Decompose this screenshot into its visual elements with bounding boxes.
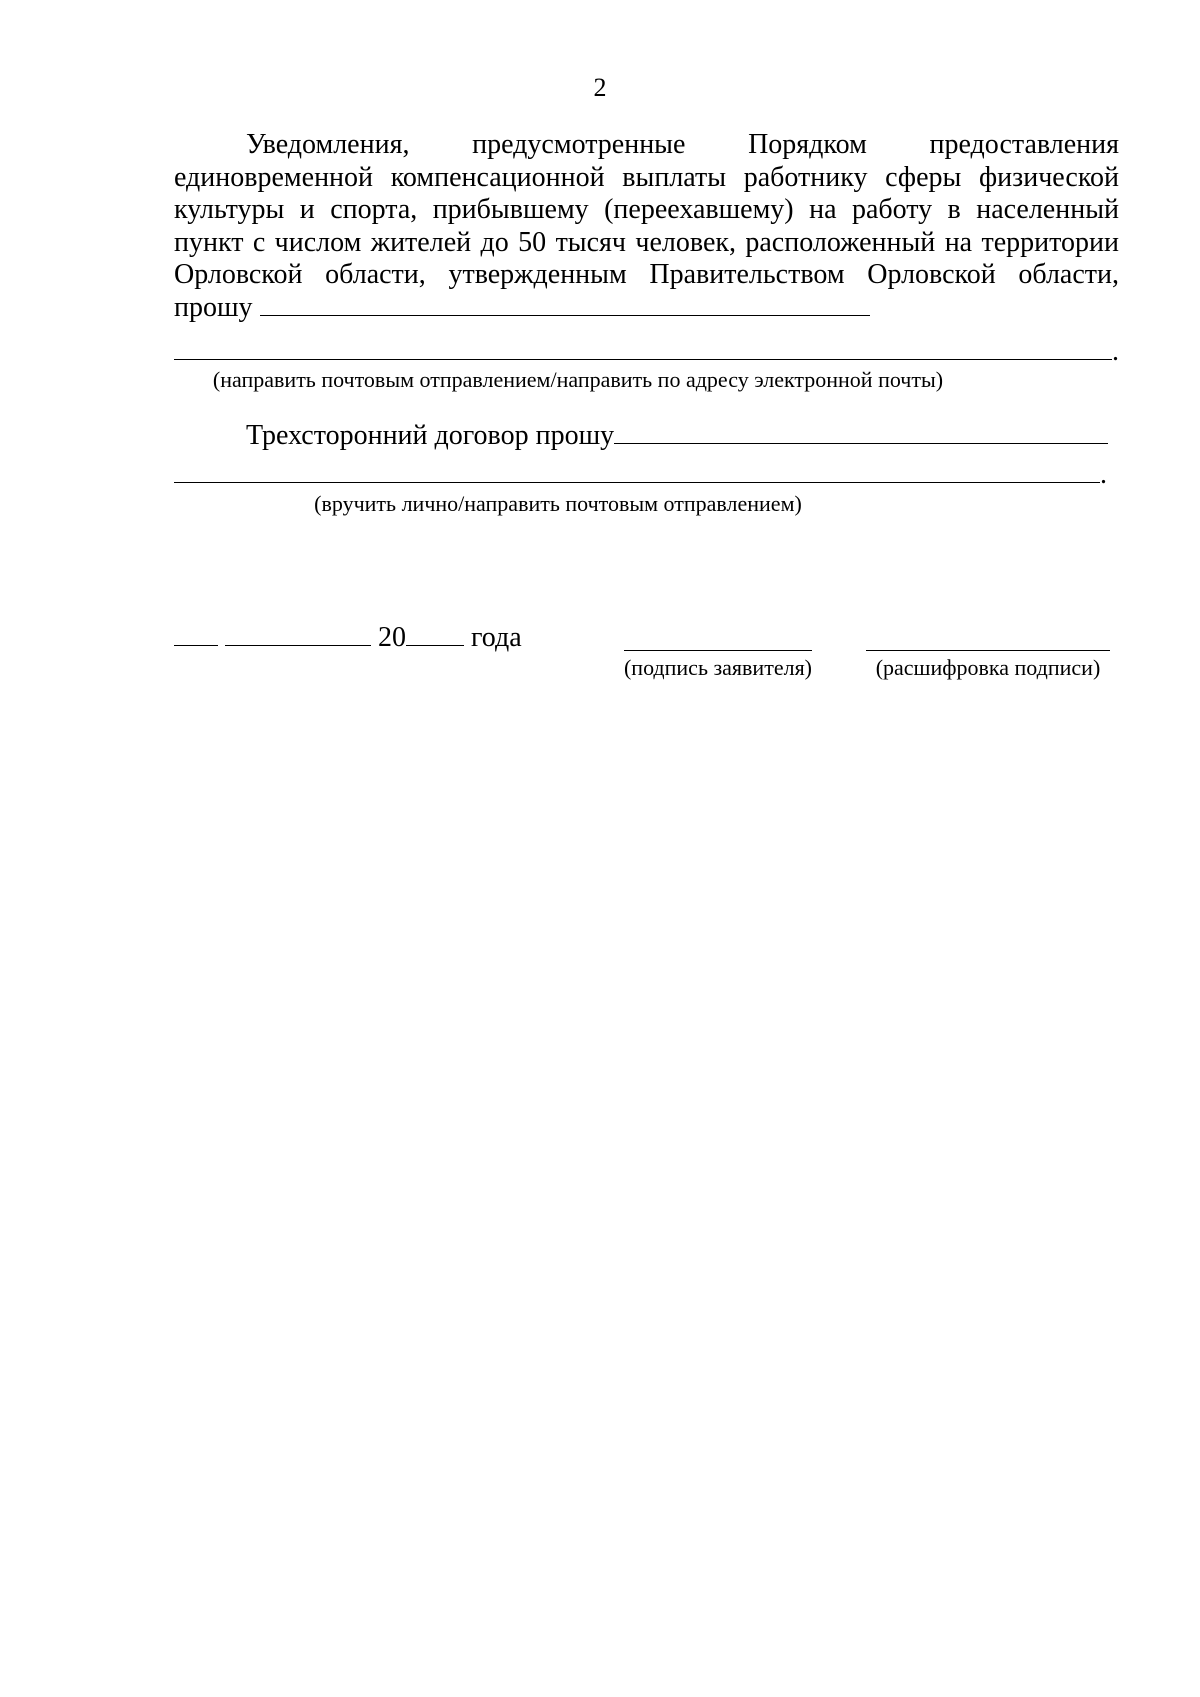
notification-method-continuation: [174, 336, 1119, 368]
contract-method-field-line2[interactable]: [174, 460, 1100, 483]
notification-method-field-line2[interactable]: [174, 337, 1112, 360]
contract-end-punct: .: [1100, 459, 1107, 490]
contract-method-hint: (вручить лично/направить почтовым отправлением): [314, 491, 802, 516]
date-year-field[interactable]: [406, 623, 464, 646]
signature-decoding-caption: (расшифровка подписи): [875, 655, 1101, 680]
signature-caption: (подпись заявителя): [623, 655, 813, 680]
notification-paragraph: [174, 129, 1119, 325]
contract-method-continuation: [174, 459, 1107, 491]
signature-field[interactable]: [624, 650, 812, 651]
date-year-suffix: года: [471, 622, 522, 653]
notification-method-hint: (направить почтовым отправлением/направить по адресу электронной почты): [212, 367, 944, 392]
notification-end-punct: .: [1112, 336, 1119, 367]
notification-method-field[interactable]: [260, 293, 870, 316]
date-month-field[interactable]: [225, 623, 371, 646]
contract-text: Трехсторонний договор прошу: [246, 420, 615, 451]
contract-paragraph: [246, 420, 1108, 452]
date-row: [174, 622, 522, 654]
date-year-prefix: 20: [378, 622, 406, 653]
contract-method-field[interactable]: [614, 421, 1108, 444]
notification-text: Уведомления, предусмотренные Порядком предоставления единовременной компенсационной выплаты работнику сферы физической культуры и спорта, прибывшему (переехавшему) на работу в населенный пункт с числом жителей до 50 тысяч человек, расположенный на территории Орловской области, утвержденным Правительством Орловской области, прошу: [174, 129, 1119, 323]
page-number: 2: [593, 73, 607, 102]
signature-decoding-field[interactable]: [866, 650, 1110, 651]
date-day-field[interactable]: [174, 623, 218, 646]
